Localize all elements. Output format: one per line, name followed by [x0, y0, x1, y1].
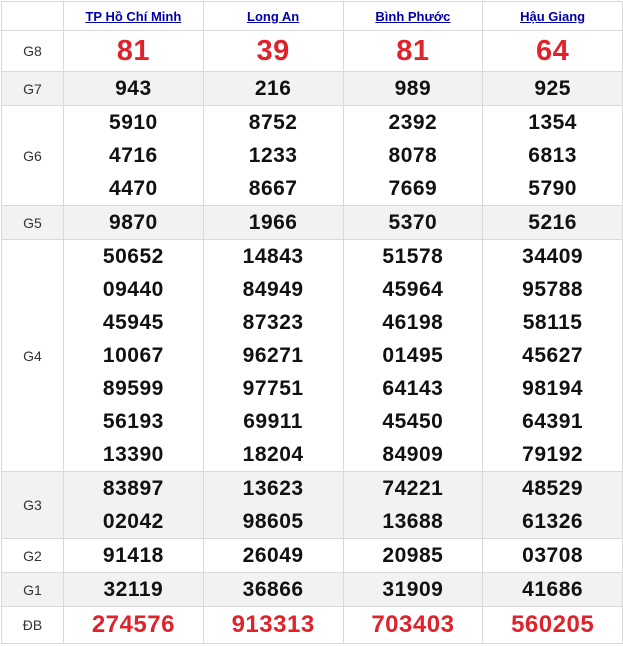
prize-number: 2392: [388, 111, 438, 134]
prize-number: 26049: [242, 544, 304, 567]
prize-cell: [343, 607, 483, 644]
prize-number: 9870: [109, 211, 158, 234]
prize-cell: [64, 539, 204, 573]
prize-number: 64143: [382, 377, 444, 400]
prize-number: 10067: [102, 344, 164, 367]
prize-number: 41686: [522, 578, 584, 601]
prize-number: 1966: [248, 211, 298, 234]
prize-cell: [64, 607, 204, 644]
prize-number: 03708: [522, 544, 584, 567]
prize-number: 64: [535, 35, 570, 67]
prize-cell: [203, 240, 343, 472]
prize-number: 64391: [522, 410, 584, 433]
province-link-tp-ho-chi-minh[interactable]: TP Hồ Chí Minh: [85, 8, 182, 24]
prize-number: 5910: [109, 111, 158, 134]
prize-number: 84949: [242, 278, 304, 301]
prize-number: 87323: [242, 311, 304, 334]
prize-label: G8: [2, 31, 64, 72]
prize-cell: [483, 573, 623, 607]
prize-number: 89599: [102, 377, 164, 400]
prize-number: 274576: [91, 611, 175, 638]
prize-label: G7: [2, 72, 64, 106]
header-corner: [2, 2, 64, 31]
prize-number: 5790: [528, 177, 577, 200]
prize-number: 48529: [522, 477, 584, 500]
prize-row-g7: [2, 72, 623, 106]
prize-label: G1: [2, 573, 64, 607]
prize-number: 6813: [528, 144, 577, 167]
prize-number: 98194: [522, 377, 584, 400]
prize-number: 925: [534, 77, 571, 100]
prize-number: 14843: [242, 245, 304, 268]
prize-number: 69911: [243, 410, 303, 433]
prize-cell: [483, 31, 623, 72]
prize-row-g1: [2, 573, 623, 607]
prize-cell: [64, 472, 204, 539]
prize-cell: [343, 206, 483, 240]
prize-number: 8667: [248, 177, 298, 200]
prize-number: 46198: [382, 311, 444, 334]
prize-label: G2: [2, 539, 64, 573]
prize-row-g5: [2, 206, 623, 240]
prize-number: 51578: [382, 245, 444, 268]
province-link-hau-giang[interactable]: Hậu Giang: [520, 8, 586, 24]
province-header: [64, 2, 204, 31]
prize-cell: [343, 472, 483, 539]
prize-number: 61326: [522, 510, 584, 533]
prize-cell: [203, 106, 343, 206]
prize-row-g6: [2, 106, 623, 206]
prize-number: 4470: [109, 177, 158, 200]
prize-number: 13390: [102, 443, 164, 466]
prize-cell: [483, 240, 623, 472]
prize-label: ĐB: [2, 607, 64, 644]
prize-number: 13688: [382, 510, 444, 533]
prize-number: 13623: [242, 477, 304, 500]
prize-number: 18204: [242, 443, 304, 466]
prize-number: 8078: [388, 144, 438, 167]
prize-number: 79192: [522, 443, 584, 466]
prize-number: 09440: [102, 278, 164, 301]
province-header: [483, 2, 623, 31]
prize-number: 45945: [102, 311, 164, 334]
prize-number: 989: [394, 77, 432, 100]
prize-number: 58115: [522, 311, 583, 334]
prize-cell: [483, 607, 623, 644]
prize-number: 7669: [388, 177, 438, 200]
prize-number: 4716: [109, 144, 158, 167]
prize-number: 91418: [102, 544, 164, 567]
province-header: [343, 2, 483, 31]
prize-number: 01495: [382, 344, 444, 367]
header-row: [2, 2, 623, 31]
prize-cell: [483, 472, 623, 539]
prize-number: 8752: [248, 111, 298, 134]
prize-cell: [203, 607, 343, 644]
prize-cell: [64, 573, 204, 607]
prize-number: 81: [396, 35, 430, 67]
prize-number: 83897: [102, 477, 164, 500]
prize-number: 50652: [102, 245, 164, 268]
prize-label: G6: [2, 106, 64, 206]
prize-cell: [483, 72, 623, 106]
prize-cell: [203, 573, 343, 607]
prize-number: 56193: [102, 410, 164, 433]
prize-cell: [64, 206, 204, 240]
prize-number: 216: [254, 77, 292, 100]
prize-number: 5216: [528, 211, 577, 234]
lottery-results-table: [1, 1, 623, 644]
prize-cell: [343, 106, 483, 206]
prize-number: 31909: [382, 578, 444, 601]
prize-cell: [64, 31, 204, 72]
prize-cell: [483, 539, 623, 573]
prize-number: 45450: [382, 410, 444, 433]
prize-row-g3: [2, 472, 623, 539]
prize-cell: [64, 240, 204, 472]
province-link-long-an[interactable]: Long An: [247, 8, 300, 24]
prize-number: 84909: [382, 443, 444, 466]
prize-number: 1233: [248, 144, 298, 167]
province-link-binh-phuoc[interactable]: Bình Phước: [375, 8, 451, 24]
prize-cell: [203, 472, 343, 539]
prize-cell: [64, 106, 204, 206]
prize-number: 703403: [371, 611, 455, 638]
prize-number: 20985: [382, 544, 444, 567]
prize-label: G5: [2, 206, 64, 240]
prize-cell: [343, 240, 483, 472]
prize-number: 45964: [382, 278, 444, 301]
prize-cell: [343, 72, 483, 106]
province-header: [203, 2, 343, 31]
prize-number: 32119: [103, 578, 164, 601]
prize-row-g4: [2, 240, 623, 472]
prize-cell: [483, 106, 623, 206]
prize-row-g2: [2, 539, 623, 573]
prize-number: 45627: [522, 344, 584, 367]
prize-row-đb: [2, 607, 623, 644]
prize-number: 913313: [231, 611, 315, 638]
prize-cell: [203, 539, 343, 573]
prize-number: 98605: [242, 510, 304, 533]
prize-number: 943: [115, 77, 152, 100]
prize-cell: [64, 72, 204, 106]
prize-cell: [203, 31, 343, 72]
prize-cell: [343, 539, 483, 573]
prize-number: 81: [116, 35, 150, 67]
prize-cell: [343, 573, 483, 607]
prize-number: 39: [256, 35, 290, 67]
prize-number: 1354: [528, 111, 577, 134]
prize-cell: [203, 72, 343, 106]
prize-number: 36866: [242, 578, 304, 601]
prize-number: 95788: [522, 278, 584, 301]
prize-number: 02042: [102, 510, 164, 533]
prize-number: 97751: [242, 377, 304, 400]
prize-number: 96271: [242, 344, 304, 367]
prize-cell: [343, 31, 483, 72]
prize-number: 5370: [388, 211, 438, 234]
prize-number: 74221: [382, 477, 444, 500]
prize-number: 34409: [522, 245, 584, 268]
prize-row-g8: [2, 31, 623, 72]
prize-label: G3: [2, 472, 64, 539]
prize-cell: [483, 206, 623, 240]
prize-cell: [203, 206, 343, 240]
prize-label: G4: [2, 240, 64, 472]
prize-number: 560205: [511, 611, 595, 638]
